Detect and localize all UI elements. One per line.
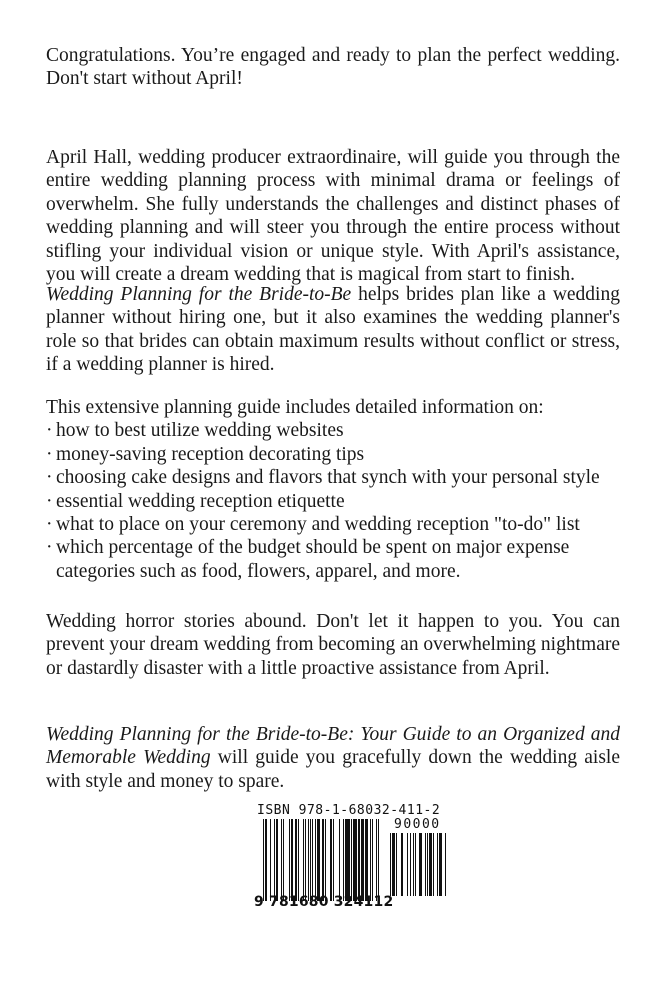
list-item: · money-saving reception decorating tips [46, 443, 365, 465]
closing-text: will guide you gracefully down the wedding aisle with style and money to spare. [46, 747, 621, 792]
intro-paragraph: Congratulations. You’re engaged and ready to plan the perfect wedding. Don't start without April! [46, 45, 620, 90]
topics-list [46, 419, 620, 583]
ean13-bars [263, 819, 379, 901]
addon-bars [390, 833, 446, 896]
list-item: · essential wedding reception etiquette [46, 490, 345, 512]
list-item: · what to place on your ceremony and wedding reception "to-do" list [46, 514, 580, 536]
isbn-barcode [254, 803, 447, 913]
book-description-text: helps brides plan like a wedding planner without hiring one, but it also examines the wedding planner's role so that brides can obtain maximum results without conflict or stress, if a wedding planner is hired. [46, 284, 620, 376]
bullet-icon: · [46, 537, 53, 559]
bullet-icon: · [46, 443, 53, 465]
book-title-full: Wedding Planning for the Bride-to-Be: Your Guide to an Organized and Memorable Wedding [46, 724, 620, 769]
topics-intro: This extensive planning guide includes detailed information on: [46, 397, 544, 418]
isbn-label: ISBN 978-1-68032-411-2 [257, 803, 441, 818]
list-item: · choosing cake designs and flavors that synch with your personal style [46, 467, 600, 489]
bullet-icon: · [46, 490, 53, 512]
bullet-icon: · [46, 467, 53, 489]
book-title-short: Wedding Planning for the Bride-to-Be [46, 284, 352, 305]
horror-stories-paragraph: Wedding horror stories abound. Don't let it happen to you. You can prevent your dream wedding from becoming an overwhelming nightmare or dastardly disaster with a little proactive assistance from April. [46, 611, 620, 679]
list-item: · how to best utilize wedding websites [46, 420, 344, 442]
list-item: · which percentage of the budget should be spent on major expense categories such as food, flowers, apparel, and more. [46, 537, 570, 582]
bullet-icon: · [46, 420, 53, 442]
about-april-paragraph: April Hall, wedding producer extraordinaire, will guide you through the entire wedding planning process with minimal drama or feelings of overwhelm. She fully understands the challenges and distinct phases of wedding planning and will steer you through the entire process without stifling your individual vision or unique style. With April's assistance, you will create a dream wedding that is magical from start to finish. [46, 147, 620, 286]
bullet-icon: · [46, 514, 53, 536]
book-description-paragraph [46, 283, 620, 377]
barcode-digits: 9 781680 324112 [254, 894, 394, 910]
closing-paragraph [46, 723, 620, 793]
price-addon-label: 90000 [394, 817, 441, 832]
topics-section [46, 396, 620, 583]
